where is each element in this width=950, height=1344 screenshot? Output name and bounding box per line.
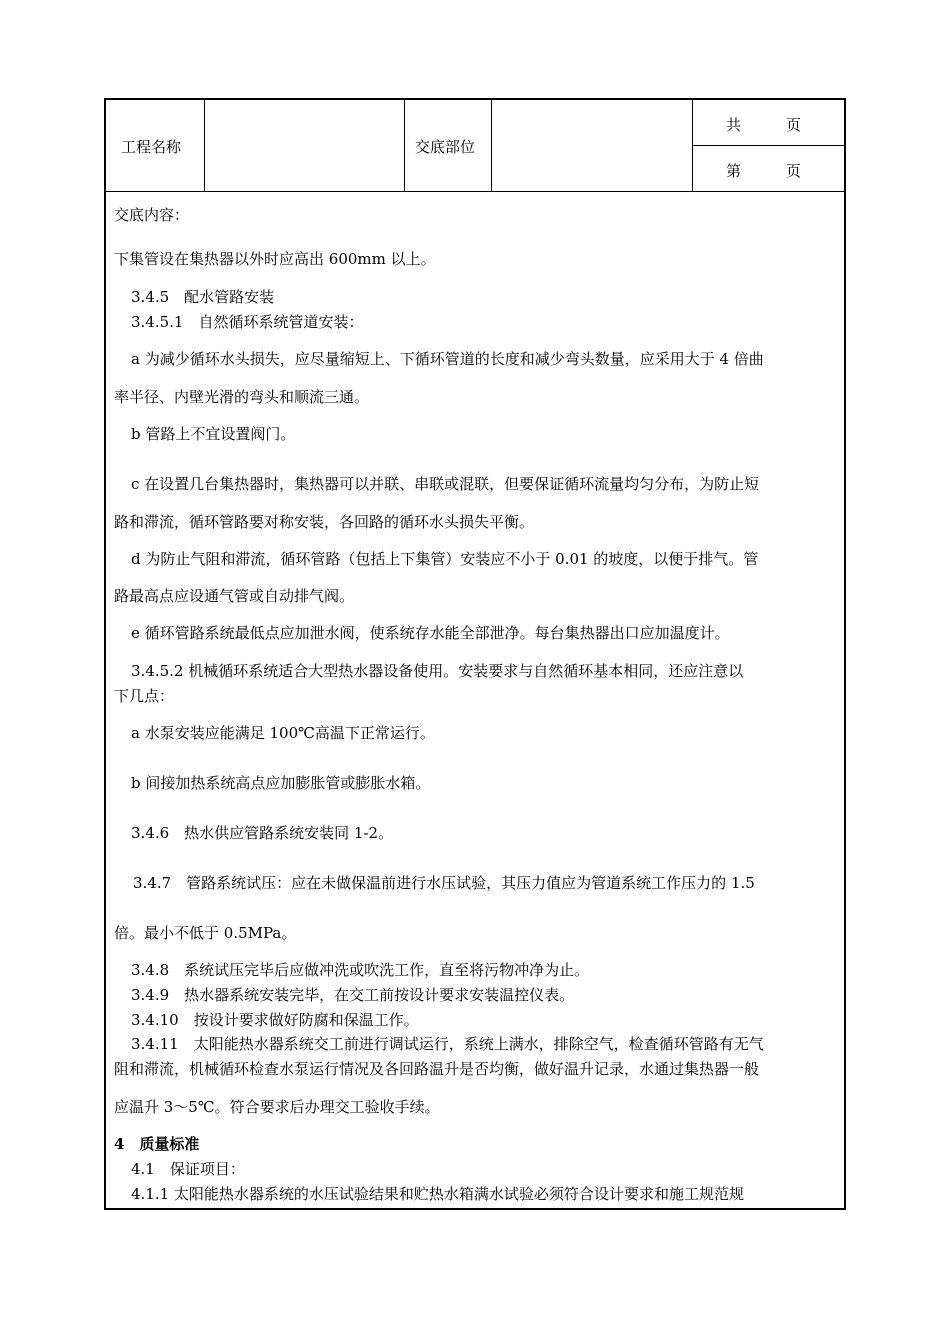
content-line: e 循环管路系统最低点应加泄水阀，使系统存水能全部泄净。每台集热器出口应加温度计。 (131, 624, 730, 642)
project-name-label: 工程名称 (121, 138, 182, 156)
header-divider-1 (204, 99, 205, 191)
content-line: 3.4.5.2 机械循环系统适合大型热水器设备使用。安装要求与自然循环基本相同，还应注意以 (131, 662, 744, 680)
content-line: 路最高点应设通气管或自动排气阀。 (114, 587, 355, 605)
page-cells-divider (692, 145, 845, 146)
content-line: 倍。最小不低于 0.5MPa。 (114, 924, 297, 942)
header-divider-3 (491, 99, 492, 191)
content-line: 3.4.8 系统试压完毕后应做冲洗或吹洗工作，直至将污物冲净为止。 (131, 961, 590, 979)
section-heading: 3.4.5.1 自然循环系统管道安装： (131, 313, 364, 331)
content-line: 3.4.11 太阳能热水器系统交工前进行调试运行，系统上满水，排除空气，检查循环管路有无气 (131, 1035, 764, 1053)
content-label: 交底内容： (114, 206, 190, 224)
content-line: 3.4.10 按设计要求做好防腐和保温工作。 (131, 1011, 419, 1029)
content-line: c 在设置几台集热器时，集热器可以并联、串联或混联，但要保证循环流量均匀分布，为防止短 (131, 475, 760, 493)
header-divider-2 (404, 99, 405, 191)
content-line: 下几点： (114, 687, 175, 705)
content-line: 率半径、内壁光滑的弯头和顺流三通。 (114, 388, 370, 406)
content-line: 阻和滞流，机械循环检查水泵运行情况及各回路温升是否均衡，做好温升记录，水通过集热器一般 (114, 1060, 760, 1078)
content-line: 3.4.7 管路系统试压：应在未做保温前进行水压试验，其压力值应为管道系统工作压力的 1.5 (133, 874, 755, 892)
content-line: a 水泵安装应能满足 100℃高温下正常运行。 (131, 724, 435, 742)
content-line: 应温升 3～5℃。符合要求后办理交工验收手续。 (114, 1098, 440, 1116)
page-number-label: 第 页 (726, 162, 802, 180)
disclosure-part-label: 交底部位 (415, 138, 476, 156)
content-line: 4.1.1 太阳能热水器系统的水压试验结果和贮热水箱满水试验必须符合设计要求和施工规范规 (131, 1185, 744, 1203)
quality-standard-heading: 4 质量标准 (114, 1135, 200, 1153)
content-line: d 为防止气阻和滞流，循环管路（包括上下集管）安装应不小于 0.01 的坡度，以便于排气。管 (131, 550, 759, 568)
content-line: a 为减少循环水头损失，应尽量缩短上、下循环管道的长度和减少弯头数量，应采用大于 4 倍曲 (131, 350, 764, 368)
header-divider-4 (692, 99, 693, 191)
header-bottom-rule (105, 191, 845, 192)
content-line: 路和滞流，循环管路要对称安装，各回路的循环水头损失平衡。 (114, 513, 535, 531)
content-line: 下集管设在集热器以外时应高出 600mm 以上。 (114, 250, 436, 268)
content-line: 3.4.9 热水器系统安装完毕，在交工前按设计要求安装温控仪表。 (131, 986, 575, 1004)
content-line: b 间接加热系统高点应加膨胀管或膨胀水箱。 (131, 774, 431, 792)
section-heading: 3.4.6 热水供应管路系统安装同 1-2。 (131, 824, 394, 842)
total-pages-label: 共 页 (726, 116, 802, 134)
content-line: b 管路上不宜设置阀门。 (131, 425, 296, 443)
section-heading: 4.1 保证项目： (131, 1160, 245, 1178)
section-heading: 3.4.5 配水管路安装 (131, 288, 275, 306)
